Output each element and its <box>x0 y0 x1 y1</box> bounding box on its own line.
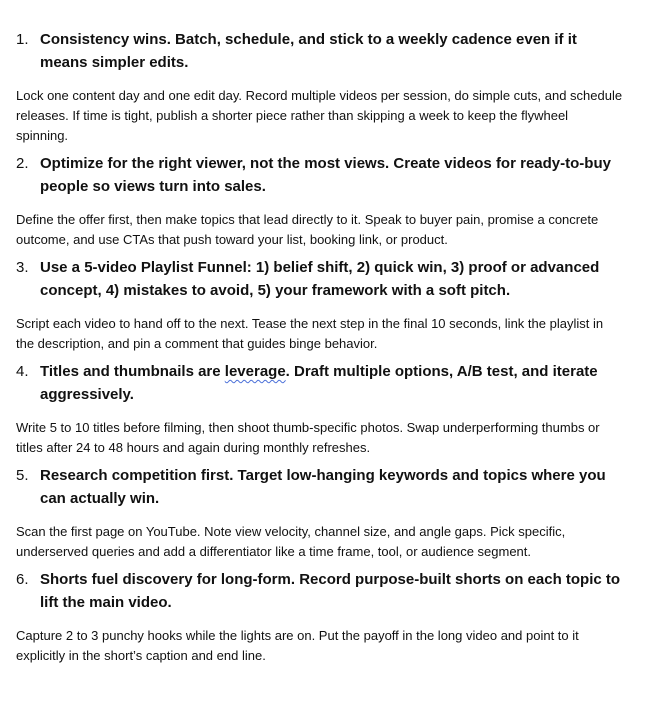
item-body: Script each video to hand off to the next. Tease the next step in the final 10 seconds, link the playlist in the description, and pin a comment that guides binge behavior. <box>16 316 604 351</box>
list-section-4 <box>16 360 623 458</box>
heading-text-post: . Draft multiple options, A/B test, and iterate aggressively. <box>40 363 598 403</box>
list-section-1 <box>16 28 623 146</box>
list-item <box>16 152 623 198</box>
heading-text-pre: Titles and thumbnails are <box>40 363 225 380</box>
item-body: Capture 2 to 3 punchy hooks while the lights are on. Put the payoff in the long video and point to it explicitly in the short’s caption and end line. <box>16 628 579 663</box>
list-item <box>16 568 623 614</box>
list-section-3 <box>16 256 623 354</box>
list-section-6 <box>16 568 623 666</box>
list-section-5 <box>16 464 623 562</box>
item-heading: Research competition first. Target low-hanging keywords and topics where you can actually win. <box>40 467 606 507</box>
spellcheck-flagged-word[interactable]: leverage <box>224 363 286 380</box>
item-number: 6. <box>16 571 29 588</box>
item-heading <box>40 360 623 406</box>
item-number: 5. <box>16 467 29 484</box>
list-section-2 <box>16 152 623 250</box>
item-heading: Use a 5-video Playlist Funnel: 1) belief shift, 2) quick win, 3) proof or advanced concept, 4) mistakes to avoid, 5) your framework with a soft pitch. <box>40 259 600 299</box>
item-body: Scan the first page on YouTube. Note view velocity, channel size, and angle gaps. Pick specific, underserved queries and add a differentiator like a time frame, tool, or audience segment. <box>16 524 566 559</box>
item-body: Define the offer first, then make topics that lead directly to it. Speak to buyer pain, promise a concrete outcome, and use CTAs that push toward your list, booking link, or product. <box>16 212 599 247</box>
item-heading: Consistency wins. Batch, schedule, and stick to a weekly cadence even if it means simpler edits. <box>40 31 577 71</box>
list-item <box>16 28 623 74</box>
item-heading: Shorts fuel discovery for long-form. Record purpose-built shorts on each topic to lift the main video. <box>40 571 621 611</box>
item-number: 1. <box>16 31 29 48</box>
item-body: Lock one content day and one edit day. Record multiple videos per session, do simple cuts, and schedule releases. If time is tight, publish a shorter piece rather than skipping a week to keep the flywheel spinning. <box>16 88 623 143</box>
list-item <box>16 256 623 302</box>
item-heading: Optimize for the right viewer, not the most views. Create videos for ready-to-buy people so views turn into sales. <box>40 155 611 195</box>
item-number: 2. <box>16 155 29 172</box>
item-number: 3. <box>16 259 29 276</box>
item-number: 4. <box>16 363 29 380</box>
list-item <box>16 464 623 510</box>
item-body: Write 5 to 10 titles before filming, then shoot thumb-specific photos. Swap underperforming thumbs or titles after 24 to 48 hours and again during monthly refreshes. <box>16 420 600 455</box>
list-item <box>16 360 623 406</box>
